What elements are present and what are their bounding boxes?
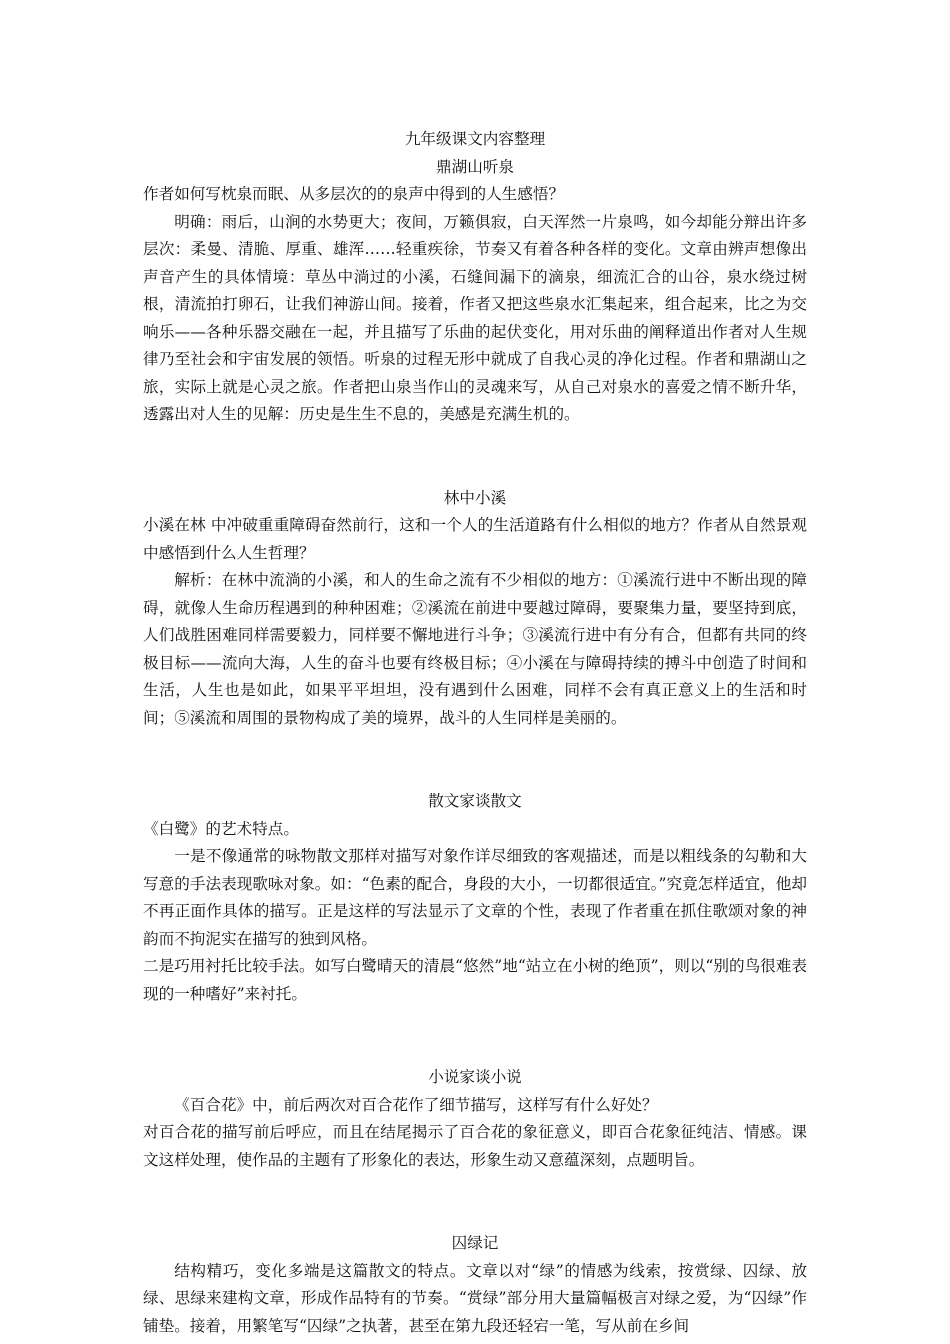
- section-answer: 解析：在林中流淌的小溪，和人的生命之流有不少相似的地方：①溪流行进中不断出现的障碍，就像人生命历程遇到的种种困难；②溪流在前进中要越过障碍，要聚集力量，要坚持到底，人们战胜困难同样需要毅力，同样要不懈地进行斗争；③溪流行进中有分有合，但都有共同的终极目标——流向大海，人生的奋斗也要有终极目标；④小溪在与障碍持续的搏斗中创造了时间和生活，人生也是如此，如果平平坦坦，没有遇到什么困难，同样不会有真正意义上的生活和时间；⑤溪流和周围的景物构成了美的境界，战斗的人生同样是美丽的。: [143, 571, 807, 727]
- section-qiulvji: [143, 1230, 807, 1340]
- section-answer-continued: 二是巧用衬托比较手法。如写白鹭晴天的清晨“悠然”地“站立在小树的绝顶”，则以“别的鸟很难表现的一种嗜好”来衬托。: [143, 957, 807, 1003]
- section-heading: 鼎湖山听泉: [436, 157, 514, 176]
- section-answer: 一是不像通常的咏物散文那样对描写对象作详尽细致的客观描述，而是以粗线条的勾勒和大写意的手法表现歌咏对象。如：“色素的配合，身段的大小，一切都很适宜。”究竟怎样适宜，他却不再正面作具体的描写。正是这样的写法显示了文章的个性，表现了作者重在抓住歌颂对象的神韵而不拘泥实在描写的独到风格。: [143, 847, 807, 948]
- section-answer: 对百合花的描写前后呼应，而且在结尾揭示了百合花的象征意义，即百合花象征纯洁、情感。课文这样处理，使作品的主题有了形象化的表达，形象生动又意蕴深刻，点题明旨。: [143, 1123, 807, 1169]
- section-heading: 林中小溪: [443, 488, 507, 507]
- section-question: 小溪在林 中冲破重重障碍奋然前行，这和一个人的生活道路有什么相似的地方？作者从自然景观中感悟到什么人生哲理？: [143, 516, 807, 562]
- section-dinghushan: [143, 154, 807, 429]
- section-xiaoshuojia: [143, 1064, 807, 1174]
- section-question: 作者如何写枕泉而眠、从多层次的的泉声中得到的人生感悟？: [143, 185, 565, 203]
- document-page: [143, 126, 807, 1340]
- section-answer: 明确：雨后，山涧的水势更大；夜间，万籁俱寂，白天浑然一片泉鸣，如今却能分辩出许多层次：柔曼、清脆、厚重、雄浑……轻重疾徐，节奏又有着各种各样的变化。文章由辨声想像出声音产生的具体情境：草丛中淌过的小溪，石缝间漏下的滴泉，细流汇合的山谷，泉水绕过树根，清流拍打卵石，让我们神游山间。接着，作者又把这些泉水汇集起来，组合起来，比之为交响乐——各种乐器交融在一起，并且描写了乐曲的起伏变化，用对乐曲的阐释道出作者对人生规律乃至社会和宇宙发展的领悟。听泉的过程无形中就成了自我心灵的净化过程。作者和鼎湖山之旅，实际上就是心灵之旅。作者把山泉当作山的灵魂来写，从自己对泉水的喜爱之情不断升华，透露出对人生的见解：历史是生生不息的，美感是充满生机的。: [143, 212, 807, 423]
- section-sanwenjia: [143, 788, 807, 1008]
- section-spacer: [143, 1174, 807, 1230]
- section-heading: 囚绿记: [451, 1234, 499, 1252]
- section-heading: 小说家谈小说: [428, 1068, 522, 1086]
- section-answer: 结构精巧，变化多端是这篇散文的特点。文章以对“绿”的情感为线索，按赏绿、囚绿、放绿、思绿来建构文章，形成作品特有的节奏。“赏绿”部分用大量篇幅极言对绿之爱，为“囚绿”作铺垫。接着，用繁笔写“囚绿”之执著，甚至在第九段还轻宕一笔，写从前在乡间: [143, 1261, 807, 1335]
- section-spacer: [143, 429, 807, 485]
- section-question: 《白鹭》的艺术特点。: [143, 819, 299, 838]
- section-spacer: [143, 732, 807, 788]
- section-linzhongxiaoxi: [143, 485, 807, 733]
- section-question: 《百合花》中，前后两次对百合花作了细节描写，这样写有什么好处？: [174, 1095, 658, 1114]
- section-spacer: [143, 1008, 807, 1064]
- section-heading: 散文家谈散文: [428, 792, 522, 810]
- document-title: 九年级课文内容整理: [404, 130, 546, 148]
